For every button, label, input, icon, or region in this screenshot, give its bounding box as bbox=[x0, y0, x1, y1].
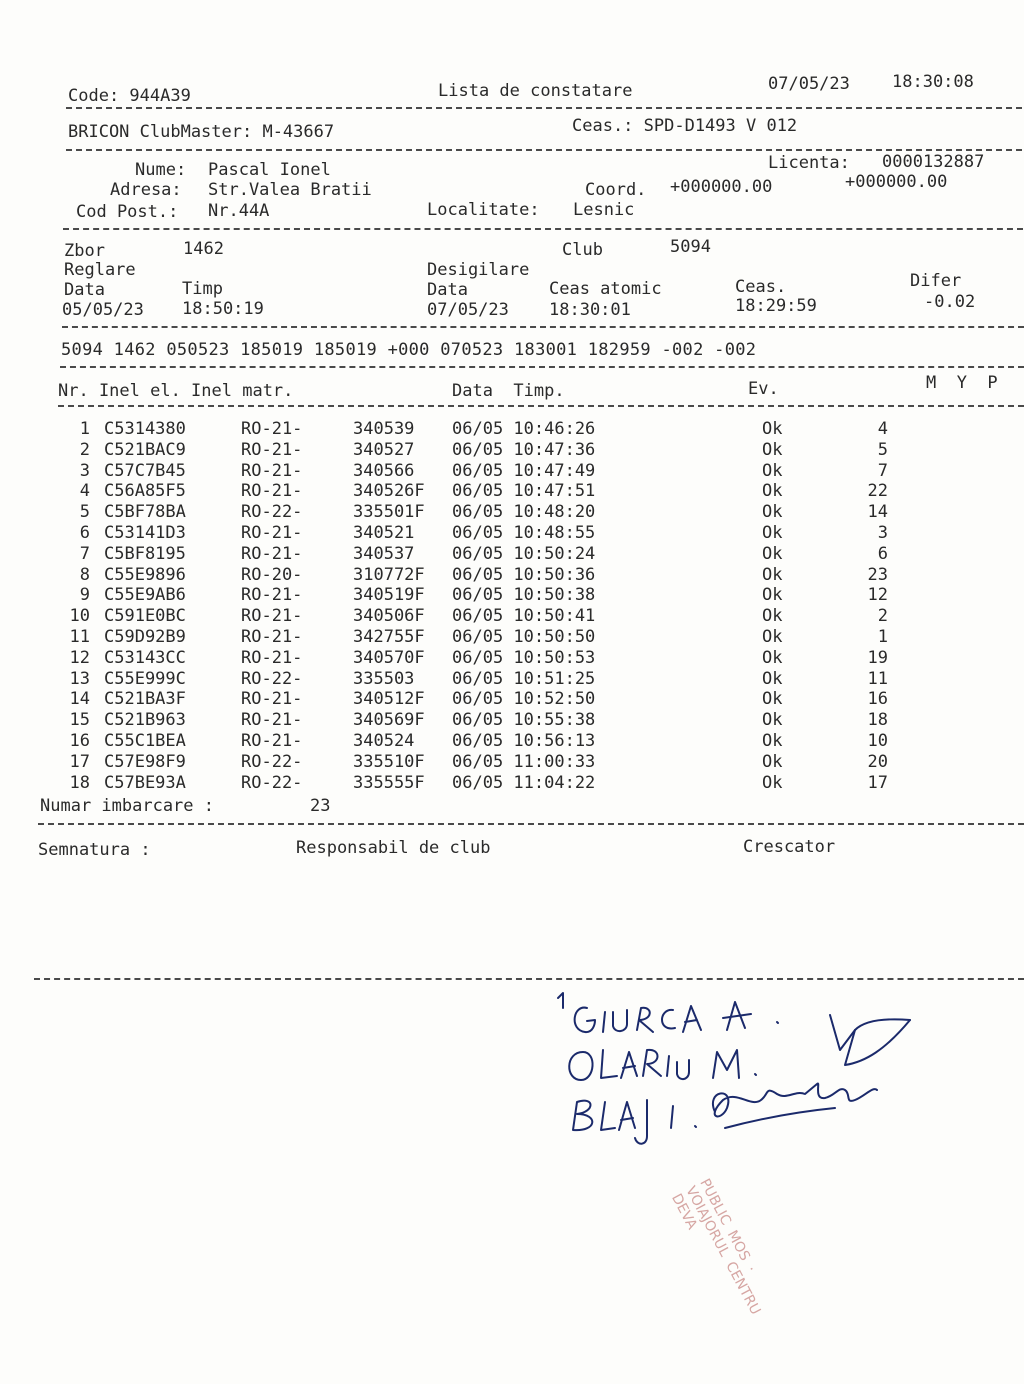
row-ev: Ok bbox=[762, 419, 783, 439]
row-num: 340506F bbox=[353, 606, 425, 627]
reglare-data-label: Data bbox=[64, 280, 105, 300]
reglare-time: 18:50:19 bbox=[182, 299, 264, 319]
row-nr: 4 bbox=[79, 481, 90, 502]
row-num: 340539 bbox=[353, 419, 425, 439]
row-pos: 12 bbox=[867, 585, 888, 606]
row-nr: 15 bbox=[69, 710, 90, 731]
club-number: 5094 bbox=[670, 237, 711, 257]
club-label: Club bbox=[562, 240, 603, 260]
row-num: 310772F bbox=[353, 564, 425, 585]
col-header-data-timp: Data Timp. bbox=[452, 381, 565, 401]
club-stamp bbox=[569, 1176, 781, 1384]
row-matr: RO-21- bbox=[241, 439, 303, 460]
print-time: 18:30:08 bbox=[892, 72, 974, 92]
row-dt: 06/05 10:52:50 bbox=[452, 689, 596, 710]
row-matr: RO-20- bbox=[241, 564, 303, 585]
row-pos: 18 bbox=[867, 710, 888, 731]
row-dt: 06/05 10:56:13 bbox=[452, 731, 596, 751]
row-matr: RO-21- bbox=[241, 731, 303, 751]
row-ev: Ok bbox=[762, 627, 783, 647]
row-pos: 10 bbox=[867, 731, 888, 751]
row-num: 335555F bbox=[353, 772, 425, 793]
row-pos: 2 bbox=[877, 606, 888, 627]
print-date: 07/05/23 bbox=[768, 74, 850, 94]
signature-label: Semnatura : bbox=[38, 840, 151, 860]
row-matr: RO-21- bbox=[241, 460, 303, 481]
divider bbox=[58, 405, 1024, 407]
row-nr: 3 bbox=[79, 460, 90, 481]
row-matr: RO-21- bbox=[241, 543, 303, 564]
row-dt: 06/05 10:50:41 bbox=[452, 606, 596, 627]
reglare-label: Reglare bbox=[64, 260, 136, 280]
row-nr: 8 bbox=[79, 564, 90, 585]
row-matr: RO-21- bbox=[241, 585, 303, 606]
row-dt: 06/05 11:00:33 bbox=[452, 751, 596, 772]
row-pos: 7 bbox=[877, 460, 888, 481]
row-ev: Ok bbox=[762, 668, 783, 689]
row-matr: RO-22- bbox=[241, 751, 303, 772]
row-ev: Ok bbox=[762, 710, 783, 731]
row-inel: C53141D3 bbox=[104, 523, 186, 543]
row-inel: C56A85F5 bbox=[104, 481, 186, 502]
coord-x: +000000.00 bbox=[670, 177, 773, 197]
row-inel: C57C7B45 bbox=[104, 460, 186, 481]
row-inel: C521BA3F bbox=[104, 689, 186, 710]
row-nr: 11 bbox=[69, 627, 90, 647]
license-number: 0000132887 bbox=[882, 152, 985, 172]
row-ev: Ok bbox=[762, 689, 783, 710]
row-dt: 06/05 10:46:26 bbox=[452, 419, 596, 439]
row-nr: 7 bbox=[79, 543, 90, 564]
row-matr: RO-21- bbox=[241, 710, 303, 731]
row-num: 340570F bbox=[353, 647, 425, 668]
license-label: Licenta: bbox=[768, 153, 850, 173]
difer-label: Difer bbox=[910, 271, 962, 291]
row-pos: 19 bbox=[867, 647, 888, 668]
divider bbox=[38, 823, 1024, 825]
divider bbox=[62, 326, 1024, 328]
row-num: 340512F bbox=[353, 689, 425, 710]
row-nr: 16 bbox=[69, 731, 90, 751]
row-inel: C57E98F9 bbox=[104, 751, 186, 772]
row-dt: 06/05 10:55:38 bbox=[452, 710, 596, 731]
row-ev: Ok bbox=[762, 439, 783, 460]
row-ev: Ok bbox=[762, 523, 783, 543]
owner-postal: Nr.44A bbox=[208, 201, 270, 221]
desig-clock-time: 18:29:59 bbox=[735, 296, 817, 316]
row-inel: C591E0BC bbox=[104, 606, 186, 627]
row-ev: Ok bbox=[762, 647, 783, 668]
row-inel: C521B963 bbox=[104, 710, 186, 731]
row-inel: C59D92B9 bbox=[104, 627, 186, 647]
row-ev: Ok bbox=[762, 502, 783, 523]
row-num: 340569F bbox=[353, 710, 425, 731]
row-pos: 20 bbox=[867, 751, 888, 772]
row-inel: C521BAC9 bbox=[104, 439, 186, 460]
ceas-atomic-label: Ceas atomic bbox=[549, 279, 662, 299]
row-num: 335503 bbox=[353, 668, 425, 689]
divider bbox=[63, 228, 1023, 230]
row-num: 340527 bbox=[353, 439, 425, 460]
row-dt: 06/05 10:50:36 bbox=[452, 564, 596, 585]
col-header-nr-inel: Nr. Inel el. Inel matr. bbox=[58, 381, 294, 401]
desig-atomic-time: 18:30:01 bbox=[549, 300, 631, 320]
row-nr: 9 bbox=[79, 585, 90, 606]
owner-address: Str.Valea Bratii bbox=[208, 180, 372, 200]
row-num: 340521 bbox=[353, 523, 425, 543]
reglare-timp-label: Timp bbox=[182, 279, 223, 299]
imbarcare-count: 23 bbox=[310, 796, 331, 816]
row-nr: 18 bbox=[69, 772, 90, 793]
clock-id: Ceas.: SPD-D1493 V 012 bbox=[572, 116, 798, 136]
divider bbox=[66, 149, 1022, 151]
row-dt: 06/05 10:50:50 bbox=[452, 627, 596, 647]
address-label: Adresa: bbox=[110, 180, 182, 200]
row-ev: Ok bbox=[762, 585, 783, 606]
clubmaster-id: BRICON ClubMaster: M-43667 bbox=[68, 122, 335, 142]
row-nr: 13 bbox=[69, 668, 90, 689]
row-dt: 06/05 10:47:36 bbox=[452, 439, 596, 460]
row-dt: 06/05 10:51:25 bbox=[452, 668, 596, 689]
row-matr: RO-21- bbox=[241, 627, 303, 647]
row-dt: 06/05 10:50:38 bbox=[452, 585, 596, 606]
row-nr: 5 bbox=[79, 502, 90, 523]
row-dt: 06/05 10:47:51 bbox=[452, 481, 596, 502]
row-inel: C5BF78BA bbox=[104, 502, 186, 523]
row-pos: 17 bbox=[867, 772, 888, 793]
col-header-ev: Ev. bbox=[748, 379, 779, 399]
row-inel: C5BF8195 bbox=[104, 543, 186, 564]
row-ev: Ok bbox=[762, 606, 783, 627]
row-num: 340526F bbox=[353, 481, 425, 502]
row-matr: RO-21- bbox=[241, 523, 303, 543]
row-nr: 10 bbox=[69, 606, 90, 627]
summary-code-line: 5094 1462 050523 185019 185019 +000 070523 183001 182959 -002 -002 bbox=[61, 340, 757, 360]
row-matr: RO-22- bbox=[241, 502, 303, 523]
row-pos: 5 bbox=[877, 439, 888, 460]
row-pos: 23 bbox=[867, 564, 888, 585]
row-ev: Ok bbox=[762, 564, 783, 585]
row-dt: 06/05 10:48:20 bbox=[452, 502, 596, 523]
row-dt: 06/05 11:04:22 bbox=[452, 772, 596, 793]
row-nr: 12 bbox=[69, 647, 90, 668]
row-ev: Ok bbox=[762, 751, 783, 772]
desig-date: 07/05/23 bbox=[427, 300, 509, 320]
row-inel: C55C1BEA bbox=[104, 731, 186, 751]
reglare-date: 05/05/23 bbox=[62, 300, 144, 320]
row-inel: C57BE93A bbox=[104, 772, 186, 793]
col-header-myp: M Y P bbox=[926, 373, 998, 393]
desigilare-label: Desigilare bbox=[427, 260, 530, 280]
row-num: 342755F bbox=[353, 627, 425, 647]
difer-value: -0.02 bbox=[924, 292, 976, 312]
row-pos: 4 bbox=[877, 419, 888, 439]
zbor-label: Zbor bbox=[64, 241, 105, 261]
row-pos: 22 bbox=[867, 481, 888, 502]
row-ev: Ok bbox=[762, 460, 783, 481]
handwritten-names bbox=[555, 990, 935, 1160]
row-nr: 1 bbox=[79, 419, 90, 439]
row-nr: 14 bbox=[69, 689, 90, 710]
row-matr: RO-21- bbox=[241, 689, 303, 710]
row-dt: 06/05 10:50:24 bbox=[452, 543, 596, 564]
row-num: 340566 bbox=[353, 460, 425, 481]
row-dt: 06/05 10:50:53 bbox=[452, 647, 596, 668]
handwriting-signature-icon bbox=[555, 990, 935, 1160]
owner-name: Pascal Ionel bbox=[208, 160, 331, 180]
row-nr: 6 bbox=[79, 523, 90, 543]
code-label: Code: 944A39 bbox=[68, 86, 191, 106]
row-pos: 1 bbox=[877, 627, 888, 647]
row-matr: RO-22- bbox=[241, 668, 303, 689]
divider bbox=[60, 366, 1024, 368]
row-matr: RO-22- bbox=[241, 772, 303, 793]
row-pos: 16 bbox=[867, 689, 888, 710]
row-pos: 3 bbox=[877, 523, 888, 543]
club-responsible-label: Responsabil de club bbox=[296, 838, 491, 858]
coord-label: Coord. bbox=[585, 180, 647, 200]
signature-divider bbox=[34, 978, 1024, 980]
row-nr: 2 bbox=[79, 439, 90, 460]
breeder-label: Crescator bbox=[743, 837, 836, 857]
row-matr: RO-21- bbox=[241, 606, 303, 627]
locality-label: Localitate: bbox=[427, 200, 540, 220]
divider bbox=[66, 107, 1022, 109]
row-ev: Ok bbox=[762, 772, 783, 793]
row-num: 340537 bbox=[353, 543, 425, 564]
owner-locality: Lesnic bbox=[573, 200, 635, 220]
row-nr: 17 bbox=[69, 751, 90, 772]
row-pos: 6 bbox=[877, 543, 888, 564]
desig-data-label: Data bbox=[427, 280, 468, 300]
row-ev: Ok bbox=[762, 731, 783, 751]
row-pos: 14 bbox=[867, 502, 888, 523]
row-matr: RO-21- bbox=[241, 647, 303, 668]
document-title: Lista de constatare bbox=[438, 81, 633, 101]
row-num: 335501F bbox=[353, 502, 425, 523]
row-inel: C55E9896 bbox=[104, 564, 186, 585]
row-ev: Ok bbox=[762, 481, 783, 502]
row-inel: C55E9AB6 bbox=[104, 585, 186, 606]
row-pos: 11 bbox=[867, 668, 888, 689]
row-dt: 06/05 10:47:49 bbox=[452, 460, 596, 481]
coord-y: +000000.00 bbox=[845, 172, 948, 192]
row-num: 335510F bbox=[353, 751, 425, 772]
row-num: 340519F bbox=[353, 585, 425, 606]
row-matr: RO-21- bbox=[241, 419, 303, 439]
zbor-number: 1462 bbox=[183, 239, 224, 259]
name-label: Nume: bbox=[135, 160, 187, 180]
row-dt: 06/05 10:48:55 bbox=[452, 523, 596, 543]
ceas-label: Ceas. bbox=[735, 277, 787, 297]
row-inel: C5314380 bbox=[104, 419, 186, 439]
row-inel: C53143CC bbox=[104, 647, 186, 668]
stamp-text: PUBLIC MOS · VOIAJORUL CENTRU DEVA bbox=[668, 1176, 764, 1318]
row-ev: Ok bbox=[762, 543, 783, 564]
imbarcare-label: Numar imbarcare : bbox=[40, 796, 214, 816]
row-inel: C55E999C bbox=[104, 668, 186, 689]
row-num: 340524 bbox=[353, 731, 425, 751]
row-matr: RO-21- bbox=[241, 481, 303, 502]
postal-label: Cod Post.: bbox=[76, 202, 179, 222]
